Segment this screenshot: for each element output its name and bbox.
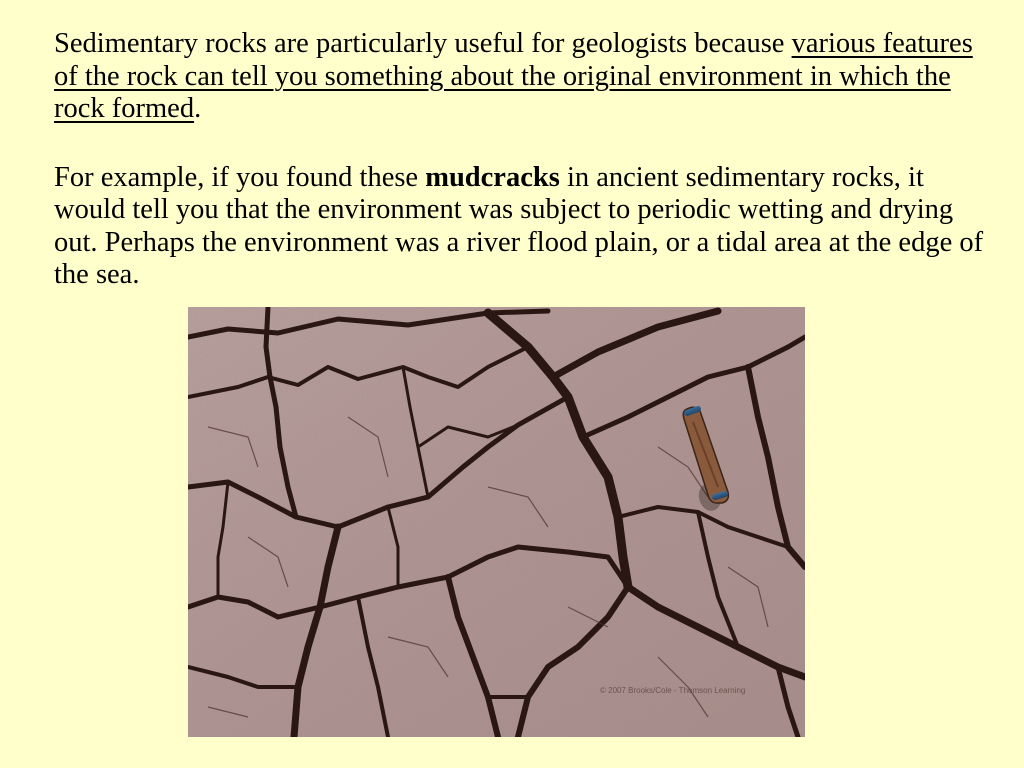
example-text-after: in ancient sedimentary rocks, it would tell you that the environment was subject to periodic wetting and drying out. Perhaps the environment was a river flood plain, or a tidal area at the edge of the sea.	[54, 161, 984, 290]
slide-text	[54, 28, 994, 292]
mudcracks-photo	[188, 307, 805, 737]
mudcracks-term: mudcracks	[425, 161, 560, 193]
underlined-text: various features of the rock can tell you something about the original environment in which the rock formed	[54, 28, 973, 124]
paragraph-intro	[54, 28, 994, 126]
intro-end: .	[194, 93, 202, 124]
intro-text: Sedimentary rocks are particularly useful for geologists because	[54, 28, 792, 59]
photo-credit: © 2007 Brooks/Cole - Thomson Learning	[600, 686, 746, 695]
paragraph-example	[54, 162, 994, 292]
example-text-before: For example, if you found these	[54, 161, 426, 193]
